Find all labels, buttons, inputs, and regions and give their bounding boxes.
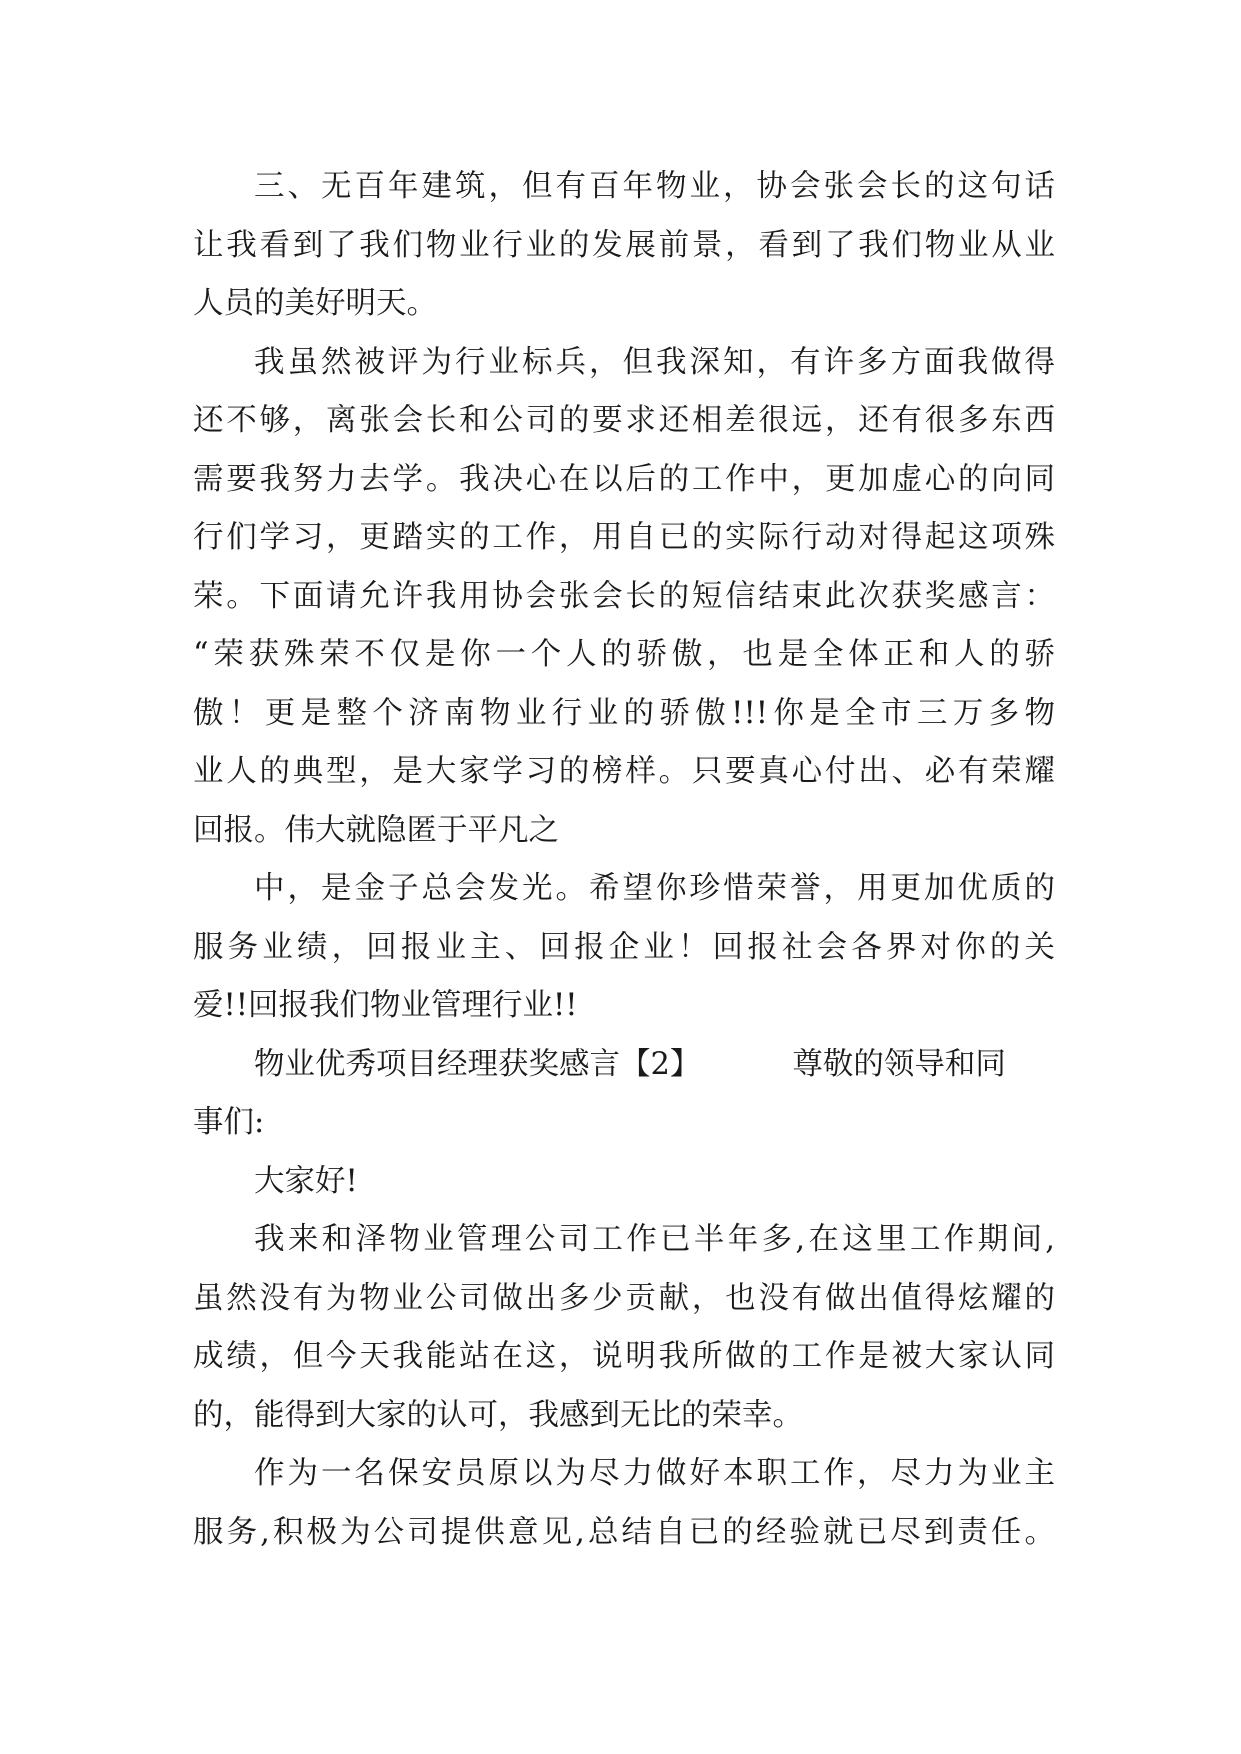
text-line: 还不够，离张会长和公司的要求还相差很远，还有很多东西 xyxy=(193,403,1055,438)
paragraph-2 xyxy=(193,334,1055,861)
text-line: 傲！更是整个济南物业行业的骄傲!!!你是全市三万多物 xyxy=(193,695,1055,731)
text-line: 回报。伟大就隐匿于平凡之 xyxy=(193,812,559,848)
text-line: 三、无百年建筑，但有百年物业，协会张会长的这句话 xyxy=(254,169,1055,204)
text-line: 让我看到了我们物业行业的发展前景，看到了我们物业从业 xyxy=(193,227,1055,263)
text-line: 我虽然被评为行业标兵，但我深知，有许多方面我做得 xyxy=(254,344,1055,380)
text-line: 业人的典型，是大家学习的榜样。只要真心付出、必有荣耀 xyxy=(193,754,1055,789)
text-line: 爱!!回报我们物业管理行业!! xyxy=(193,988,578,1023)
section-heading-line xyxy=(193,1036,1055,1095)
text-line: 的，能得到大家的认可，我感到无比的荣幸。 xyxy=(193,1397,803,1433)
text-line: “荣获殊荣不仅是你一个人的骄傲，也是全体正和人的骄 xyxy=(193,637,1055,672)
text-line: 服务业绩，回报业主、回报企业！回报社会各界对你的关 xyxy=(193,929,1055,965)
paragraph-6 xyxy=(193,1211,1055,1445)
text-line: 作为一名保安员原以为尽力做好本职工作，尽力为业主 xyxy=(254,1456,1055,1491)
paragraph-3 xyxy=(193,860,1055,1036)
text-line: 人员的美好明天。 xyxy=(193,286,437,321)
text-line: 荣。下面请允许我用协会张会长的短信结束此次获奖感言： xyxy=(193,578,1055,614)
document-body xyxy=(193,158,1055,1562)
paragraph-1 xyxy=(193,158,1055,334)
section-heading: 物业优秀项目经理获奖感言【2】 xyxy=(254,1046,701,1082)
paragraph-4 xyxy=(193,1036,1055,1153)
text-line: 行们学习，更踏实的工作，用自已的实际行动对得起这项殊 xyxy=(193,520,1055,555)
text-line: 成绩，但今天我能站在这，说明我所做的工作是被大家认同 xyxy=(193,1339,1055,1374)
text-line: 大家好! xyxy=(254,1163,358,1199)
text-line: 事们: xyxy=(193,1105,265,1140)
paragraph-7 xyxy=(193,1445,1055,1562)
heading-tail-text: 尊敬的领导和同 xyxy=(792,1046,1006,1082)
text-line: 需要我努力去学。我决心在以后的工作中，更加虚心的向同 xyxy=(193,461,1055,497)
text-line: 虽然没有为物业公司做出多少贡献，也没有做出值得炫耀的 xyxy=(193,1280,1055,1316)
text-line: 我来和泽物业管理公司工作已半年多,在这里工作期间, xyxy=(254,1222,1055,1257)
paragraph-5 xyxy=(193,1153,1055,1212)
text-line: 服务,积极为公司提供意见,总结自已的经验就已尽到责任。 xyxy=(193,1514,1055,1550)
text-line: 中，是金子总会发光。希望你珍惜荣誉，用更加优质的 xyxy=(254,871,1055,906)
